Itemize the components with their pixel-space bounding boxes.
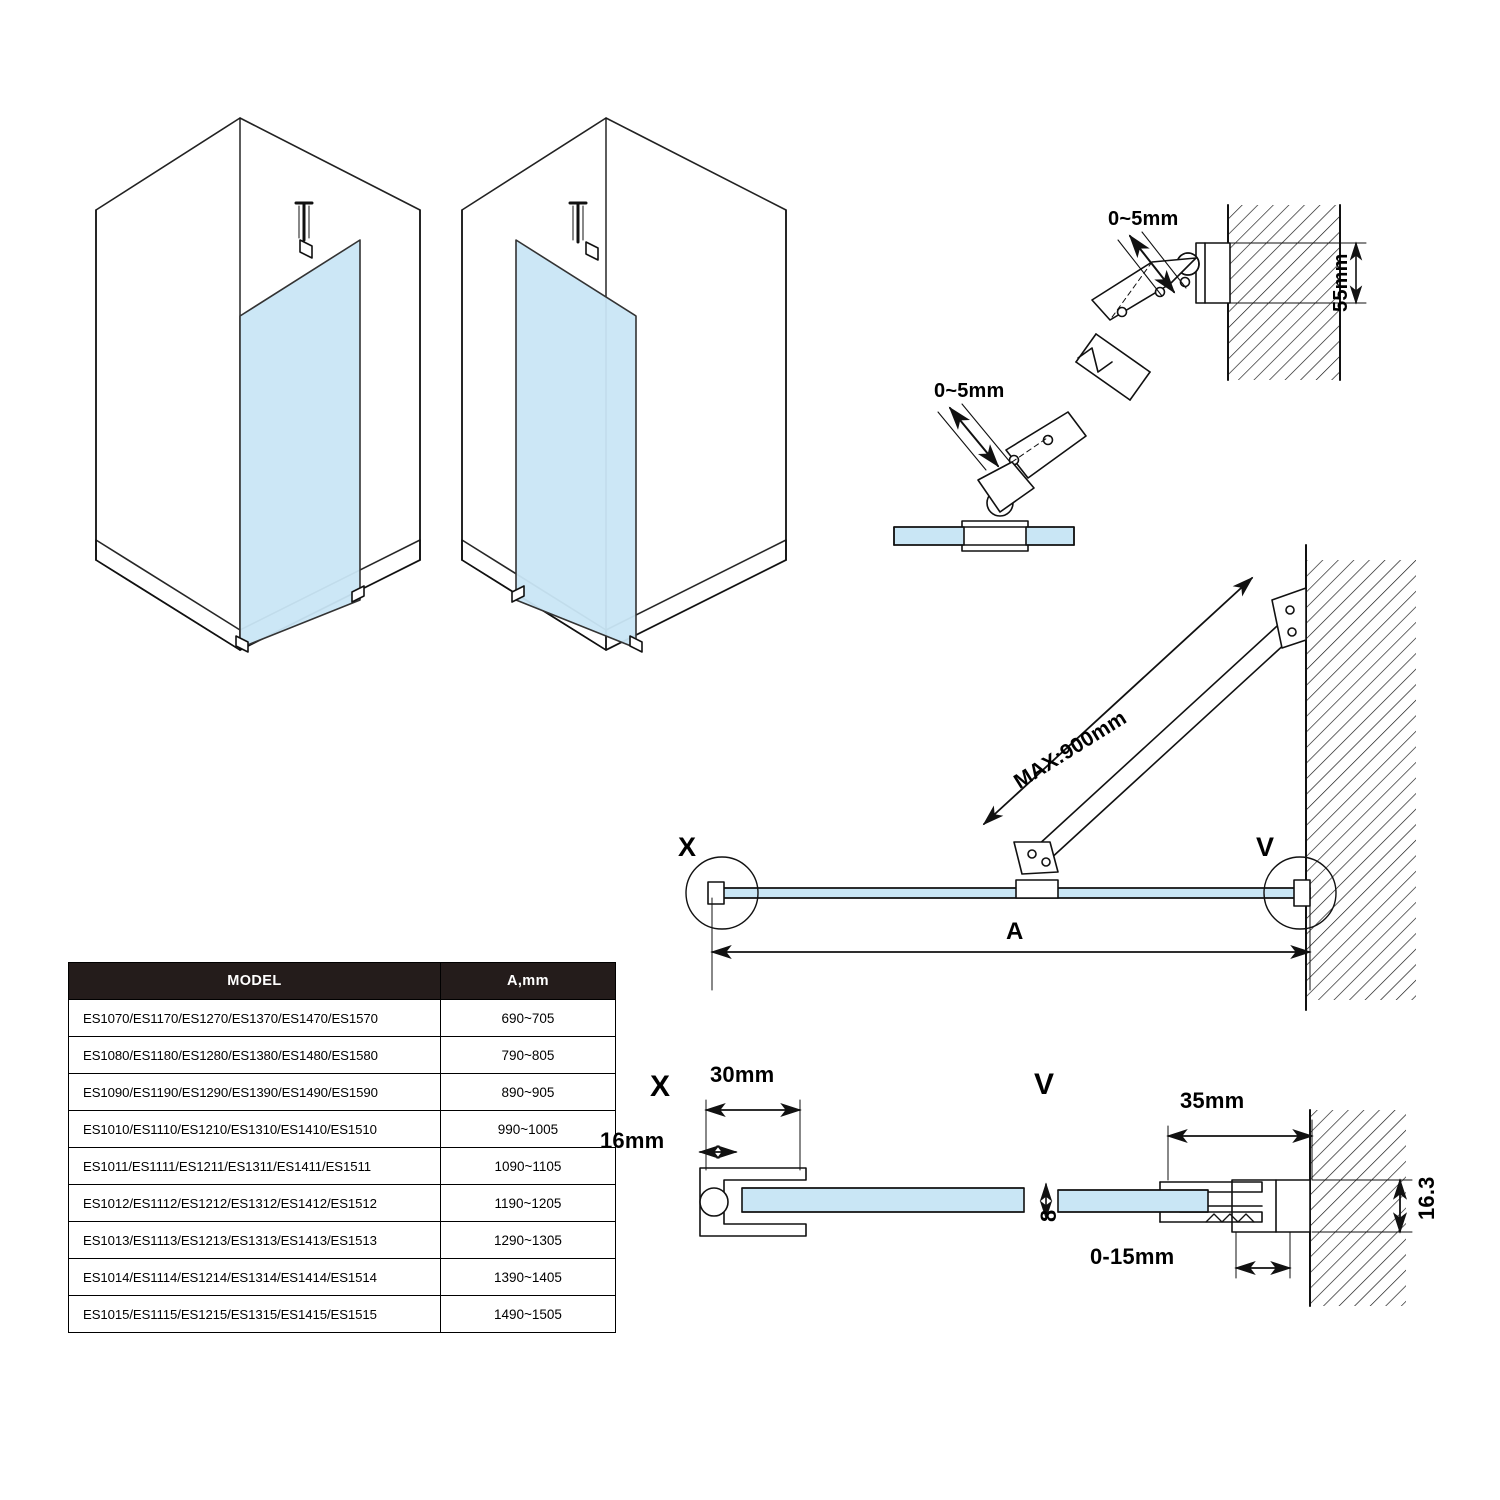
cell-a: 890~905: [440, 1074, 615, 1111]
cell-a: 1190~1205: [440, 1185, 615, 1222]
header-model: MODEL: [69, 963, 441, 1000]
table-row: [69, 1222, 616, 1259]
label-bracket-gap-bottom: 0~5mm: [934, 380, 1005, 402]
cell-a: 1090~1105: [440, 1148, 615, 1185]
plan-view: [686, 545, 1416, 1010]
callout-x: X: [678, 832, 697, 862]
cell-model: ES1015/ES1115/ES1215/ES1315/ES1415/ES1515: [69, 1296, 441, 1333]
label-bracket-height: 55mm: [1330, 253, 1352, 312]
label-plan-dim-a: A: [1006, 918, 1024, 945]
label-section-v-adjust: 0-15mm: [1090, 1244, 1175, 1269]
cell-a: 690~705: [440, 1000, 615, 1037]
cell-model: ES1011/ES1111/ES1211/ES1311/ES1411/ES1511: [69, 1148, 441, 1185]
table-body: [69, 1000, 616, 1333]
bracket-detail: [894, 205, 1366, 551]
cell-a: 1290~1305: [440, 1222, 615, 1259]
section-v-letter: V: [1034, 1068, 1055, 1101]
table-row: [69, 1296, 616, 1333]
label-section-v-glass: 8: [1036, 1209, 1061, 1222]
cell-a: 790~805: [440, 1037, 615, 1074]
iso-view-right: [462, 118, 786, 652]
section-x: [700, 1100, 1024, 1236]
table-row: [69, 1259, 616, 1296]
cell-model: ES1090/ES1190/ES1290/ES1390/ES1490/ES1590: [69, 1074, 441, 1111]
cell-a: 1490~1505: [440, 1296, 615, 1333]
label-bar-max: MAX:900mm: [1010, 706, 1131, 794]
label-bracket-gap-top: 0~5mm: [1108, 208, 1179, 230]
table-row: [69, 1037, 616, 1074]
table-row: [69, 1148, 616, 1185]
label-section-x-height: 16mm: [600, 1128, 665, 1153]
table-row: [69, 1000, 616, 1037]
label-section-v-width: 35mm: [1180, 1088, 1245, 1113]
label-section-x-width: 30mm: [710, 1062, 775, 1087]
cell-model: ES1010/ES1110/ES1210/ES1310/ES1410/ES1510: [69, 1111, 441, 1148]
header-a: A,mm: [440, 963, 615, 1000]
label-section-v-height: 16.3: [1414, 1176, 1439, 1220]
cell-model: ES1014/ES1114/ES1214/ES1314/ES1414/ES1514: [69, 1259, 441, 1296]
cell-a: 1390~1405: [440, 1259, 615, 1296]
cell-model: ES1080/ES1180/ES1280/ES1380/ES1480/ES1580: [69, 1037, 441, 1074]
model-spec-table: [68, 962, 616, 1333]
cell-model: ES1012/ES1112/ES1212/ES1312/ES1412/ES1512: [69, 1185, 441, 1222]
table-row: [69, 1185, 616, 1222]
table-row: [69, 1111, 616, 1148]
iso-view-left: [96, 118, 420, 652]
section-v: [1046, 1110, 1412, 1306]
cell-model: ES1070/ES1170/ES1270/ES1370/ES1470/ES1570: [69, 1000, 441, 1037]
table-header-row: [69, 963, 616, 1000]
section-x-letter: X: [650, 1070, 671, 1103]
callout-v: V: [1256, 832, 1275, 862]
table-row: [69, 1074, 616, 1111]
cell-model: ES1013/ES1113/ES1213/ES1313/ES1413/ES1513: [69, 1222, 441, 1259]
cell-a: 990~1005: [440, 1111, 615, 1148]
